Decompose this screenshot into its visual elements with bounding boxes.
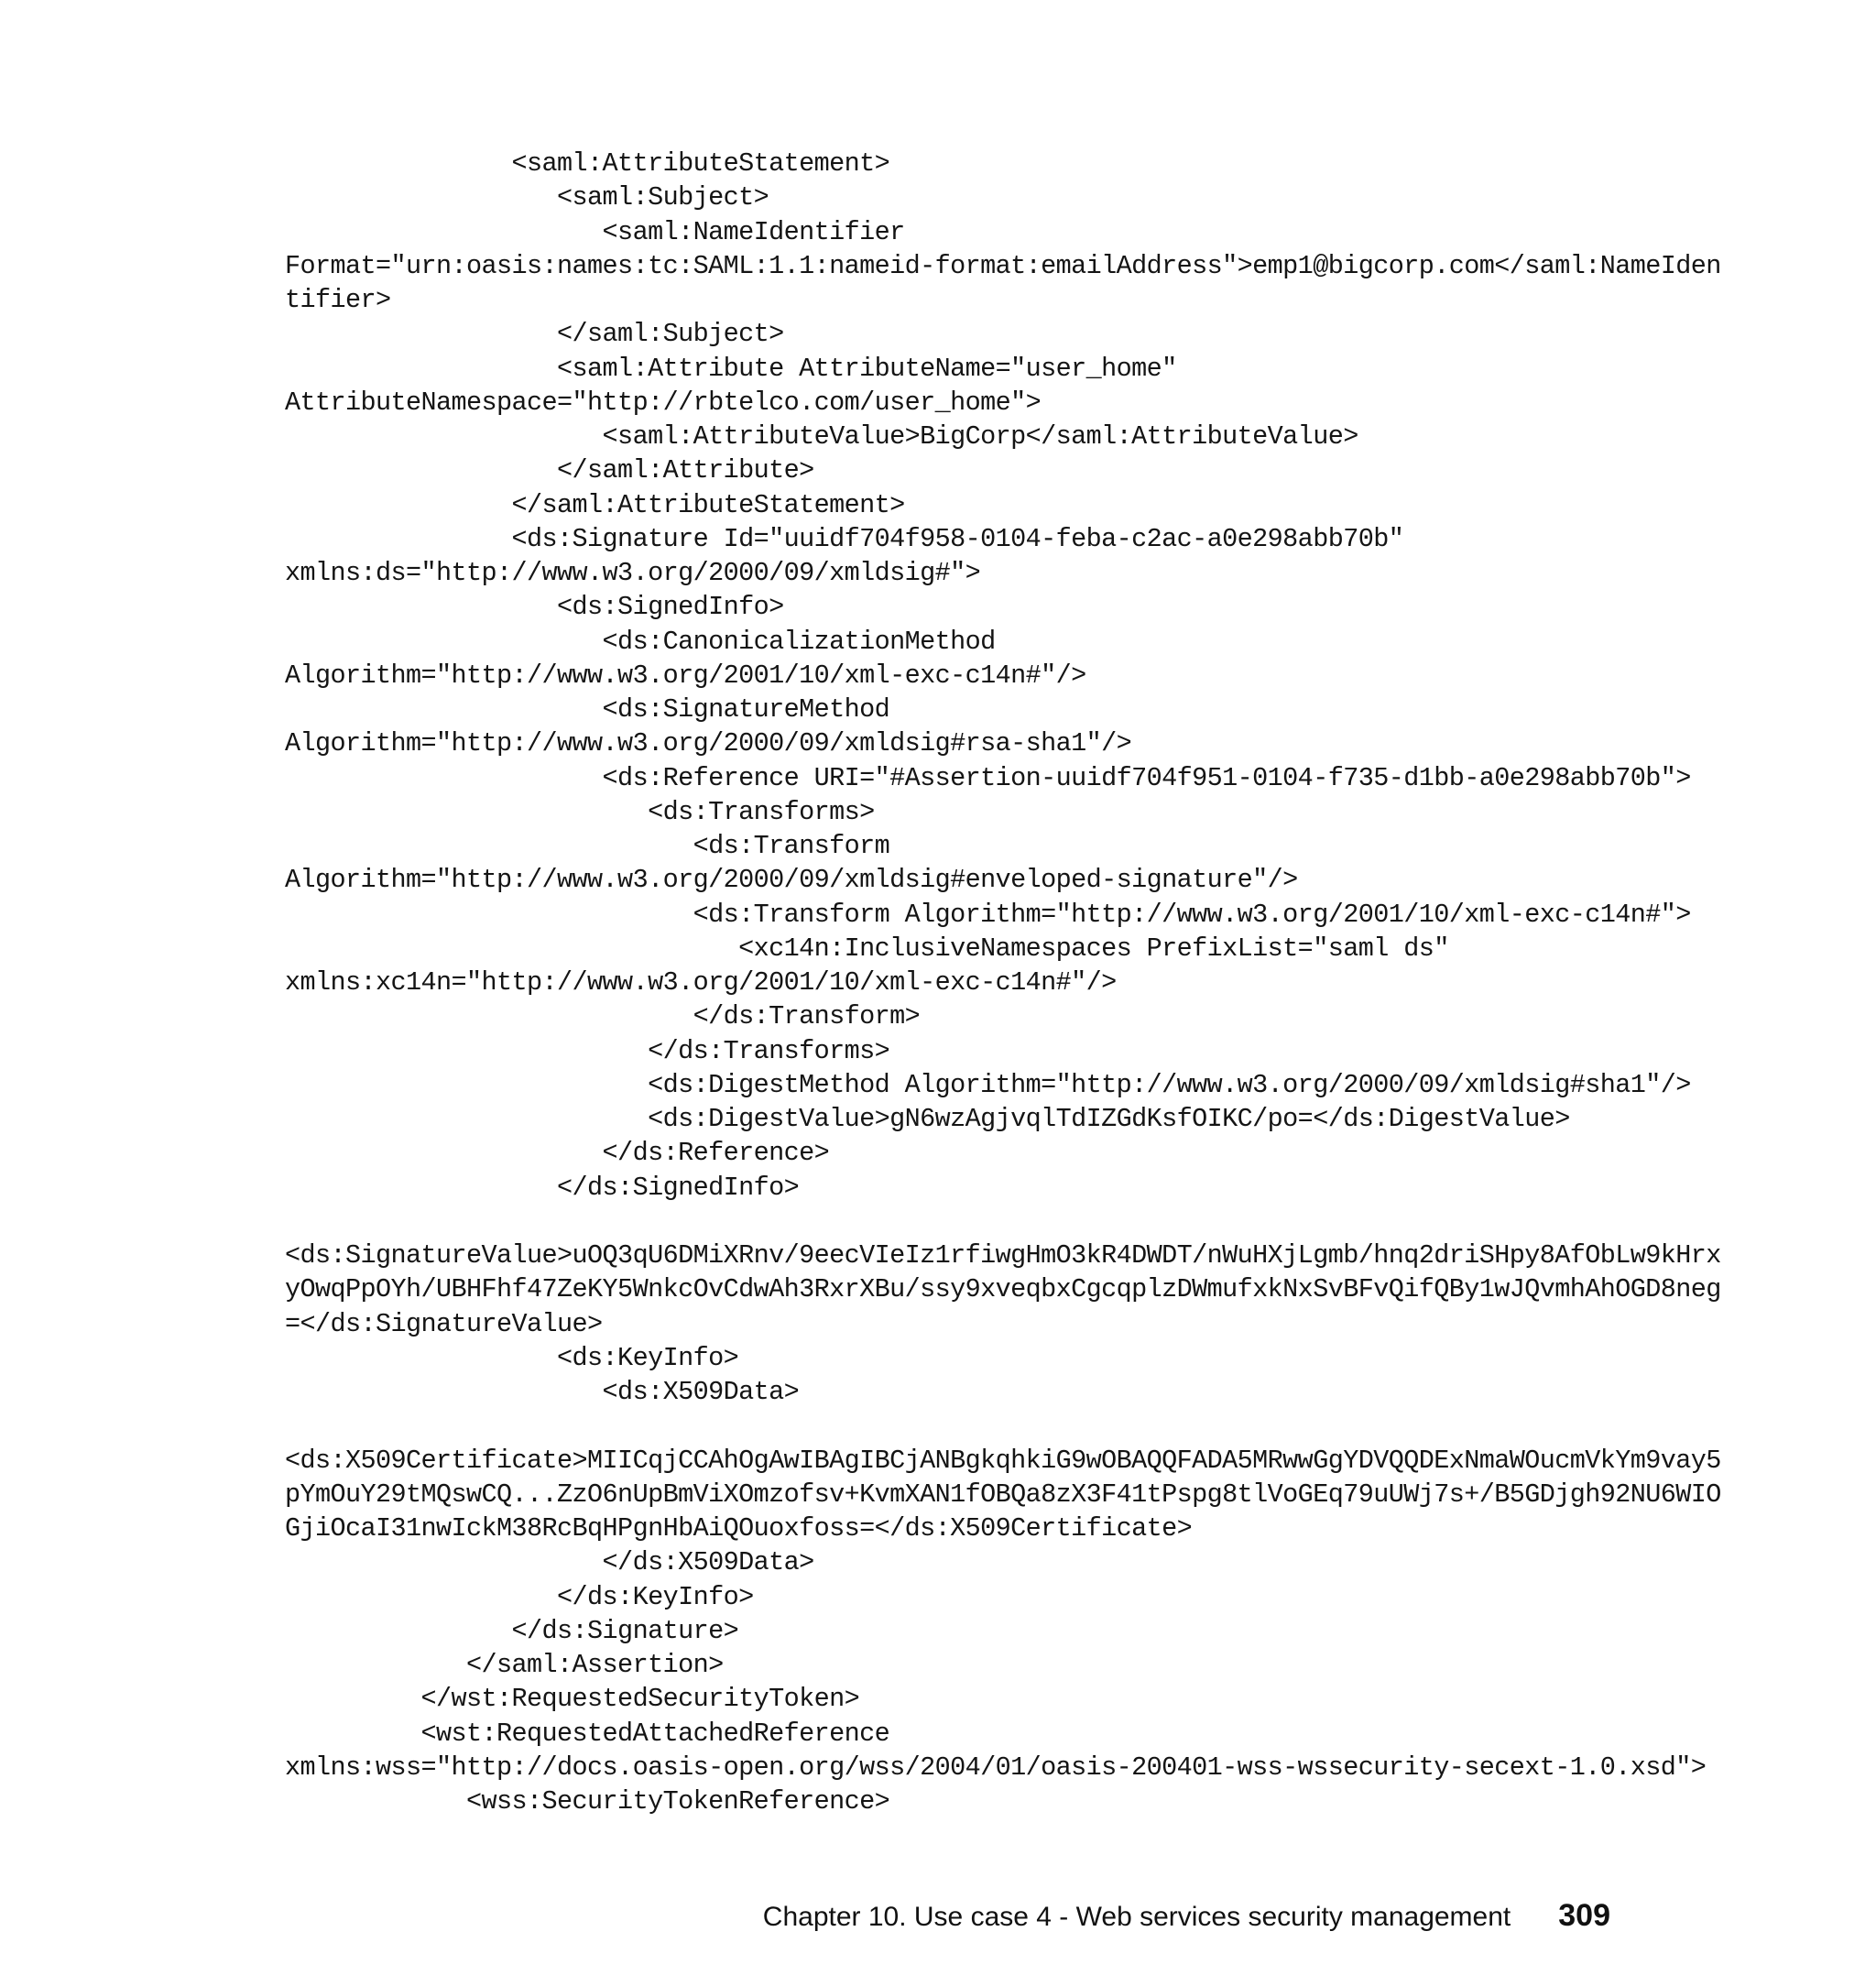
code-line: <ds:KeyInfo>	[285, 1342, 739, 1373]
code-line: </saml:Subject>	[285, 319, 784, 350]
code-listing	[285, 147, 1721, 1818]
code-line: <ds:SignedInfo>	[285, 592, 784, 623]
code-line	[285, 1409, 1622, 1443]
page-footer	[0, 1898, 1610, 1944]
code-line: <saml:NameIdentifier	[285, 216, 905, 247]
code-line: xmlns:ds="http://www.w3.org/2000/09/xmldsig#">	[285, 558, 981, 588]
code-line: yOwqPpOYh/UBHFhf47ZeKY5WnkcOvCdwAh3RxrXBu/ssy9xveqbxCgcqplzDWmufxkNxSvBFvQifQBy1wJQvmhAhOGD8neg	[285, 1274, 1721, 1305]
code-line: AttributeNamespace="http://rbtelco.com/user_home">	[285, 387, 1042, 418]
code-line: </ds:SignedInfo>	[285, 1172, 800, 1203]
code-line: <saml:Attribute AttributeName="user_home"	[285, 353, 1177, 384]
code-line: <saml:Subject>	[285, 182, 769, 213]
code-line: xmlns:xc14n="http://www.w3.org/2001/10/xml-exc-c14n#"/>	[285, 967, 1117, 998]
code-line: </saml:Attribute>	[285, 455, 814, 486]
code-line: <ds:DigestMethod Algorithm="http://www.w3.org/2000/09/xmldsig#sha1"/>	[285, 1069, 1691, 1100]
code-line: <ds:SignatureValue>uOQ3qU6DMiXRnv/9eecVIeIz1rfiwgHmO3kR4DWDT/nWuHXjLgmb/hnq2driSHpy8AfObLw9kHrx	[285, 1240, 1721, 1271]
code-line: <saml:AttributeValue>BigCorp</saml:AttributeValue>	[285, 421, 1358, 452]
code-line: <ds:X509Data>	[285, 1377, 800, 1407]
code-line: tifier>	[285, 285, 391, 315]
code-line: <ds:SignatureMethod	[285, 694, 890, 725]
code-line: <ds:CanonicalizationMethod	[285, 626, 996, 657]
code-line: =</ds:SignatureValue>	[285, 1308, 603, 1339]
code-line: <ds:Signature Id="uuidf704f958-0104-feba-c2ac-a0e298abb70b"	[285, 523, 1404, 554]
code-line: <xc14n:InclusiveNamespaces PrefixList="saml ds"	[285, 933, 1449, 964]
chapter-title: Chapter 10. Use case 4 - Web services security management	[762, 1902, 1511, 1932]
page-number: 309	[1558, 1898, 1610, 1933]
code-line: </wst:RequestedSecurityToken>	[285, 1684, 860, 1715]
code-line: </saml:AttributeStatement>	[285, 489, 905, 520]
code-line	[285, 1205, 1622, 1239]
code-line: <saml:AttributeStatement>	[285, 148, 890, 179]
code-line: Format="urn:oasis:names:tc:SAML:1.1:nameid-format:emailAddress">emp1@bigcorp.com</saml:NameIden	[285, 250, 1721, 281]
code-line: </ds:Transform>	[285, 1001, 921, 1032]
code-line: xmlns:wss="http://docs.oasis-open.org/wss/2004/01/oasis-200401-wss-wssecurity-secext-1.0.xsd">	[285, 1751, 1707, 1783]
code-line: <ds:X509Certificate>MIICqjCCAhOgAwIBAgIBCjANBgkqhkiG9wOBAQQFADA5MRwwGgYDVQQDExNmaWOucmVkYm9vay5	[285, 1445, 1721, 1476]
code-line: <wss:SecurityTokenReference>	[285, 1786, 890, 1817]
code-line: Algorithm="http://www.w3.org/2000/09/xmldsig#rsa-sha1"/>	[285, 728, 1132, 759]
code-line: <wst:RequestedAttachedReference	[285, 1718, 890, 1749]
code-line: </ds:Signature>	[285, 1615, 739, 1646]
code-line: </ds:Reference>	[285, 1138, 830, 1169]
code-line: GjiOcaI31nwIckM38RcBqHPgnHbAiQOuoxfoss=</ds:X509Certificate>	[285, 1513, 1193, 1544]
code-line: Algorithm="http://www.w3.org/2000/09/xmldsig#enveloped-signature"/>	[285, 865, 1298, 896]
code-line: <ds:Transform Algorithm="http://www.w3.org/2001/10/xml-exc-c14n#">	[285, 899, 1691, 930]
code-line: </saml:Assertion>	[285, 1650, 724, 1680]
code-line: </ds:Transforms>	[285, 1035, 890, 1066]
code-line: <ds:Reference URI="#Assertion-uuidf704f951-0104-f735-d1bb-a0e298abb70b">	[285, 762, 1691, 793]
code-line: <ds:Transforms>	[285, 796, 875, 827]
code-line: Algorithm="http://www.w3.org/2001/10/xml-exc-c14n#"/>	[285, 660, 1086, 691]
code-line: <ds:DigestValue>gN6wzAgjvqlTdIZGdKsfOIKC/po=</ds:DigestValue>	[285, 1104, 1570, 1134]
code-line: pYmOuY29tMQswCQ...ZzO6nUpBmViXOmzofsv+KvmXAN1fOBQa8zX3F41tPspg8tlVoGEq79uUWj7s+/B5GDjgh92NU6WIO	[285, 1479, 1721, 1510]
code-line: </ds:KeyInfo>	[285, 1581, 754, 1612]
code-line: <ds:Transform	[285, 831, 890, 861]
code-line: </ds:X509Data>	[285, 1547, 814, 1578]
